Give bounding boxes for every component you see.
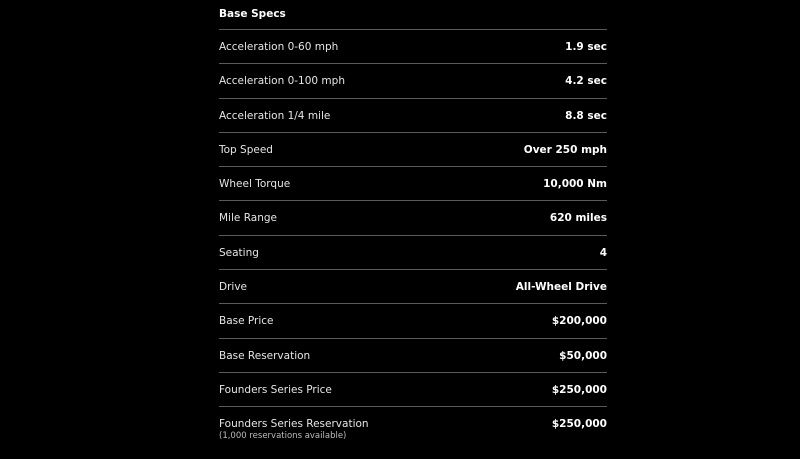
- spec-label-wrap: [219, 418, 369, 442]
- spec-row-wheel-torque: [219, 167, 607, 201]
- spec-note: (1,000 reservations available): [219, 431, 347, 442]
- spec-label: Top Speed: [219, 143, 273, 156]
- spec-label: Acceleration 1/4 mile: [219, 109, 331, 122]
- spec-row-mile-range: [219, 201, 607, 235]
- spec-label-wrap: [219, 384, 332, 397]
- spec-value: All-Wheel Drive: [515, 281, 607, 294]
- spec-value: $250,000: [551, 383, 607, 396]
- spec-value: 620 miles: [549, 212, 607, 225]
- spec-label: Acceleration 0-60 mph: [219, 41, 339, 53]
- spec-label: Founders Series Reservation: [219, 418, 369, 431]
- spec-label-wrap: [219, 315, 274, 328]
- spec-row-founders-series-price: [219, 373, 607, 407]
- spec-value: Over 250 mph: [523, 143, 607, 156]
- spec-value: 4.2 sec: [565, 75, 607, 88]
- spec-label: Base Price: [219, 315, 274, 328]
- spec-row-seating: [219, 236, 607, 270]
- spec-row-acceleration-0-100: [219, 64, 607, 98]
- spec-label: Base Reservation: [219, 349, 311, 362]
- spec-row-base-price: [219, 304, 607, 338]
- spec-label: Seating: [219, 246, 259, 259]
- spec-value: 10,000 Nm: [543, 178, 607, 191]
- base-specs-table: [219, 0, 607, 457]
- spec-label: Mile Range: [219, 212, 277, 225]
- specs-title: Base Specs: [219, 0, 607, 30]
- spec-value: $250,000: [551, 418, 607, 431]
- spec-label-wrap: [219, 247, 259, 260]
- spec-label-wrap: [219, 178, 290, 191]
- spec-label-wrap: [219, 281, 247, 294]
- spec-value: 4: [599, 246, 607, 259]
- spec-value: 8.8 sec: [565, 109, 607, 122]
- spec-row-founders-series-reservation: [219, 407, 607, 457]
- spec-label: Drive: [219, 281, 247, 294]
- spec-value: 1.9 sec: [565, 41, 607, 53]
- spec-label: Acceleration 0-100 mph: [219, 75, 345, 88]
- spec-label: Founders Series Price: [219, 383, 332, 396]
- spec-label-wrap: [219, 212, 277, 225]
- spec-value: $50,000: [559, 349, 607, 362]
- spec-row-top-speed: [219, 133, 607, 167]
- spec-label-wrap: [219, 350, 310, 363]
- spec-label: Wheel Torque: [219, 178, 291, 191]
- spec-row-acceleration-quarter-mile: [219, 99, 607, 133]
- spec-row-base-reservation: [219, 339, 607, 373]
- spec-row-acceleration-0-60: [219, 30, 607, 64]
- spec-label-wrap: [219, 75, 345, 88]
- spec-row-drive: [219, 270, 607, 304]
- spec-label-wrap: [219, 110, 330, 123]
- spec-value: $200,000: [551, 315, 607, 328]
- spec-label-wrap: [219, 41, 338, 54]
- spec-label-wrap: [219, 144, 273, 157]
